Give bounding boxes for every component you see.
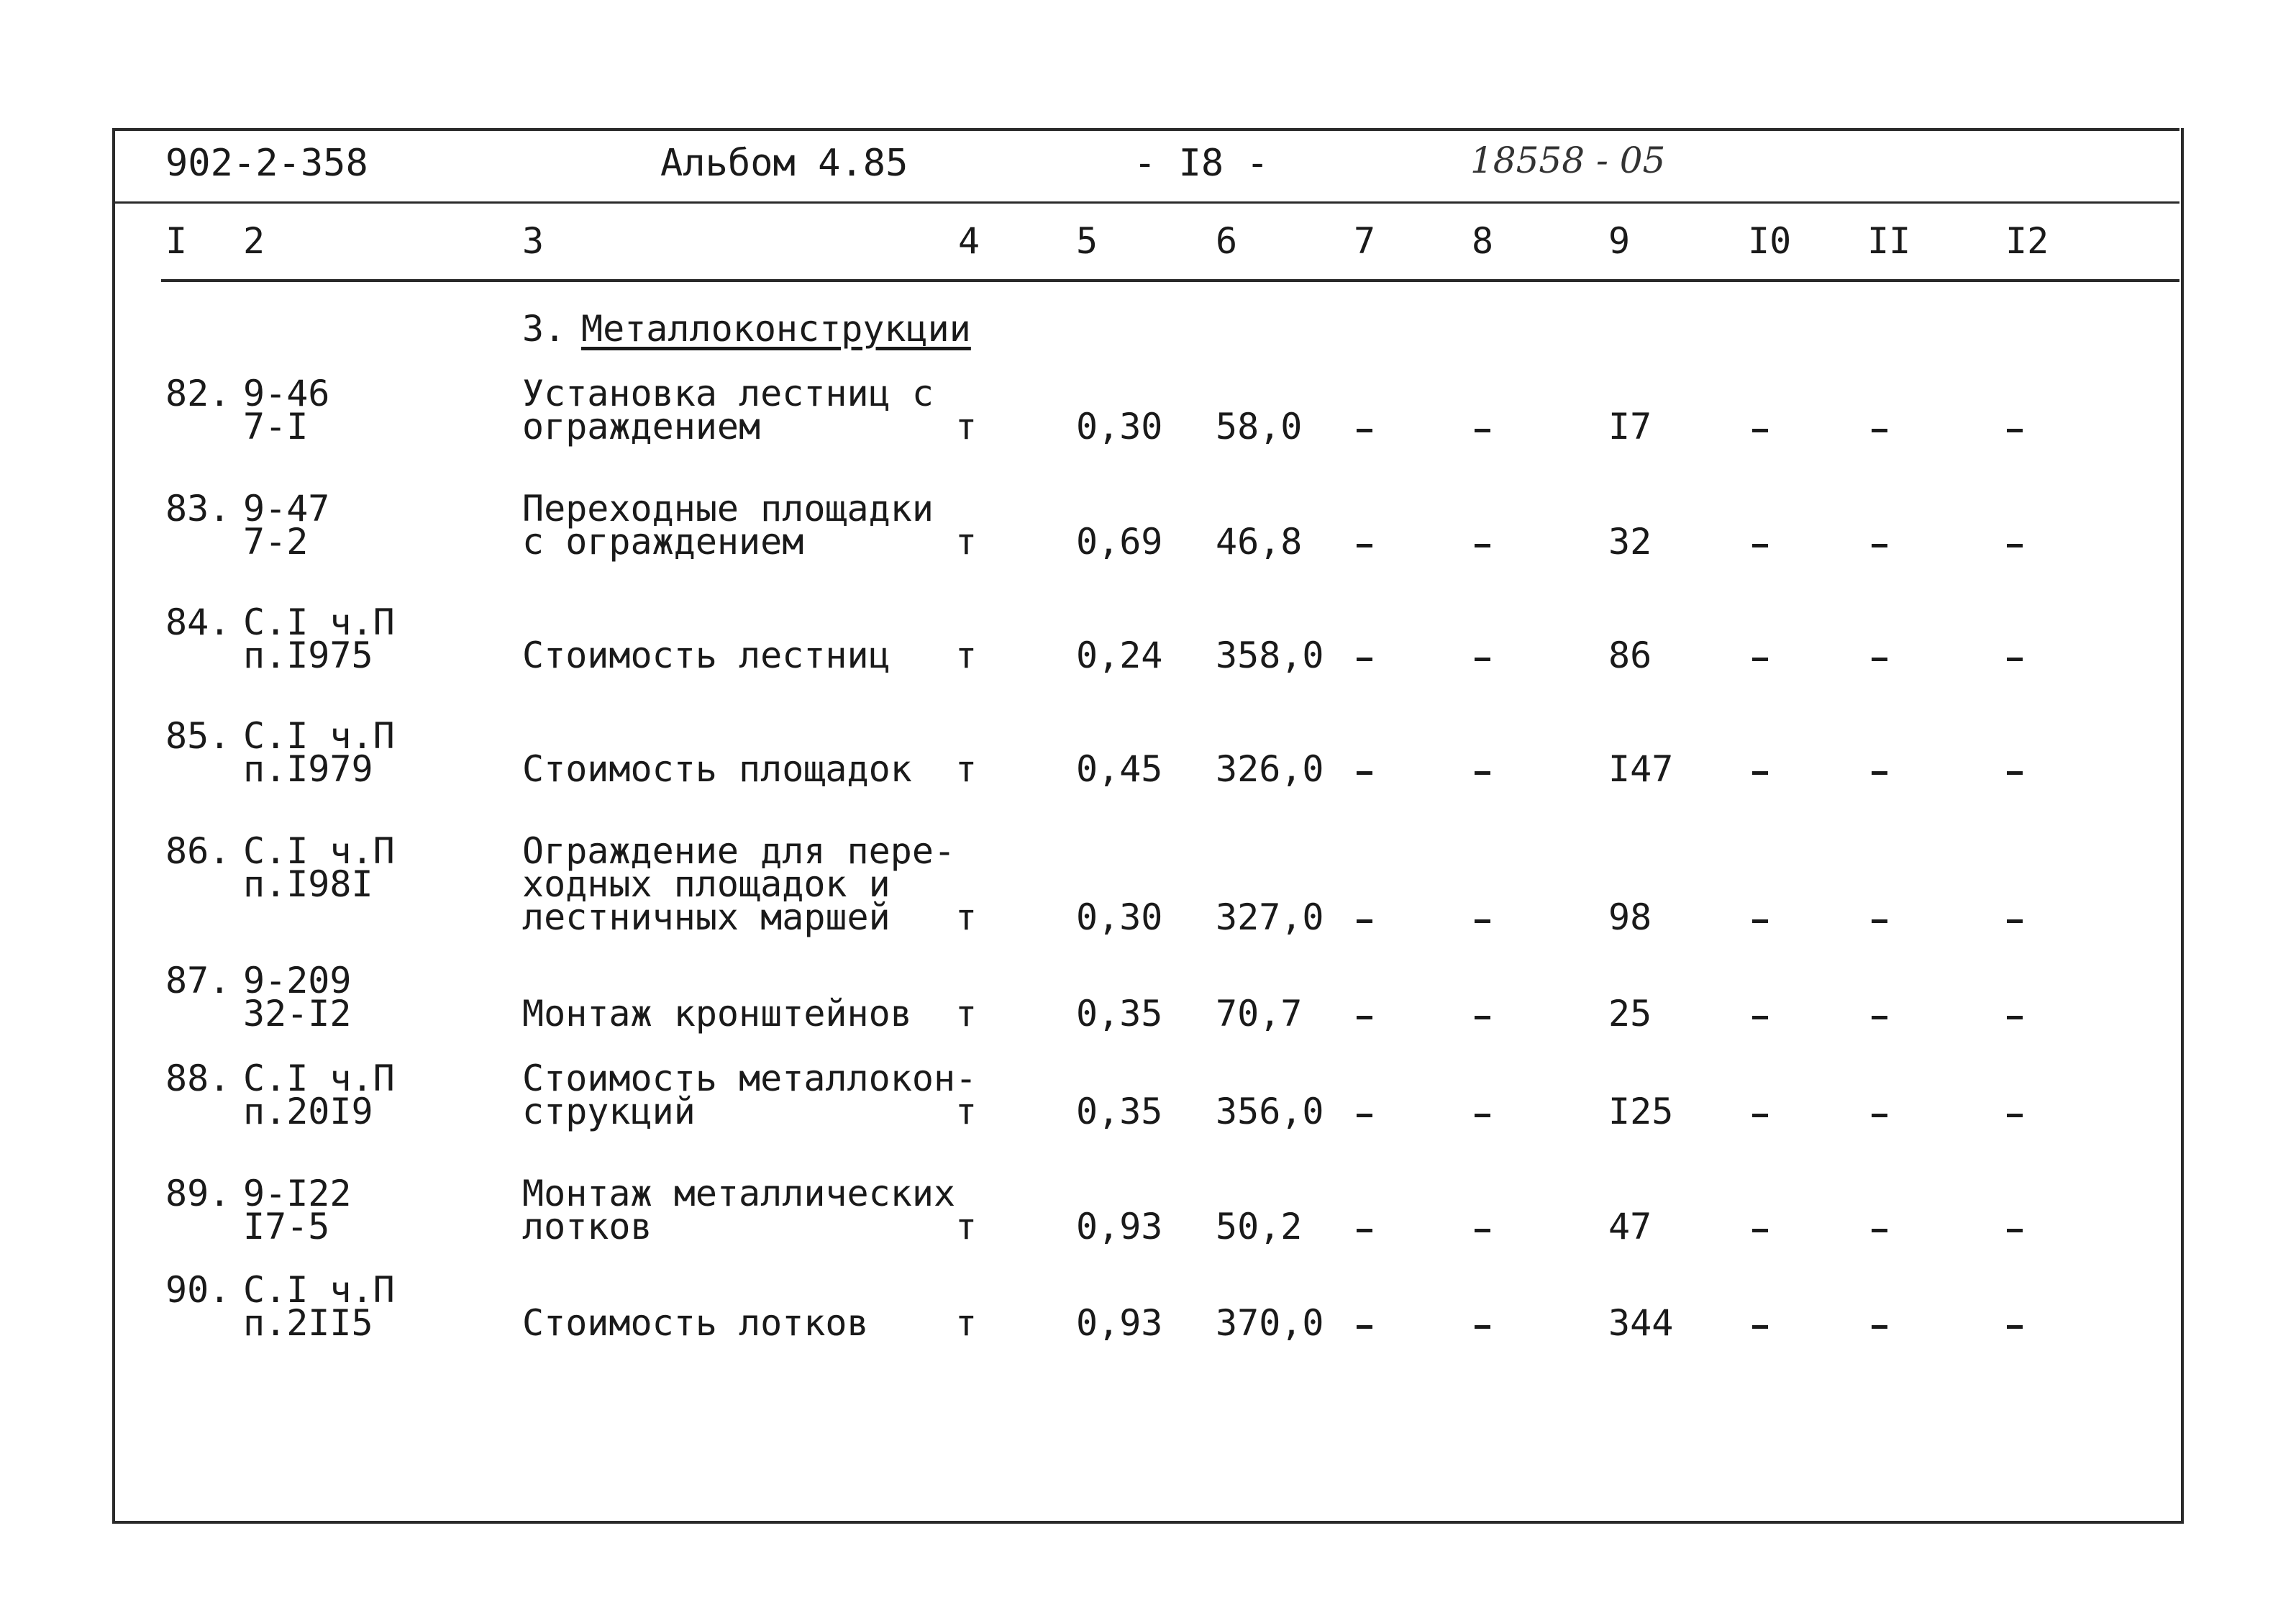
row-description-line: Стоимость лотков (522, 1302, 869, 1344)
empty-cell-dash (1475, 919, 1490, 923)
row-code-line: I7-5 (243, 1206, 330, 1247)
empty-cell-dash (1872, 919, 1887, 923)
empty-cell-dash (1357, 919, 1372, 923)
row-description-line: Стоимость металлокон- (522, 1058, 978, 1099)
empty-cell-dash (2007, 919, 2023, 923)
empty-cell-dash (1357, 771, 1372, 775)
empty-cell-dash (1872, 544, 1887, 547)
row-code-line: С.I ч.П (243, 830, 395, 872)
empty-cell-dash (2007, 658, 2023, 661)
row-code-line: п.I975 (243, 635, 373, 676)
empty-cell-dash (1357, 1016, 1372, 1019)
empty-cell-dash (1872, 1229, 1887, 1232)
row-code-line: 9-46 (243, 373, 330, 414)
column-number: 9 (1608, 220, 1631, 262)
empty-cell-dash (1475, 1325, 1490, 1329)
row-number: 86. (165, 830, 231, 872)
row-col9-value: 32 (1608, 521, 1652, 563)
row-code-line: С.I ч.П (243, 1269, 395, 1311)
empty-cell-dash (1872, 1325, 1887, 1329)
row-price: 326,0 (1216, 748, 1324, 790)
column-number: 3 (522, 220, 545, 262)
row-code (243, 1269, 395, 1344)
column-number: 7 (1354, 220, 1376, 262)
row-code-line: С.I ч.П (243, 1058, 395, 1099)
row-code-line: п.I979 (243, 748, 373, 790)
empty-cell-dash (1357, 1114, 1372, 1117)
row-description (522, 748, 912, 790)
empty-cell-dash (1475, 658, 1490, 661)
empty-cell-dash (1872, 1016, 1887, 1019)
row-unit: т (955, 1206, 978, 1247)
document-code: 902-2-358 (165, 142, 368, 185)
row-description-line: струкций (522, 1091, 696, 1132)
row-number: 89. (165, 1173, 231, 1214)
row-price: 58,0 (1216, 406, 1303, 447)
row-code (243, 830, 395, 905)
row-quantity: 0,69 (1076, 521, 1163, 563)
column-number: 6 (1216, 220, 1238, 262)
row-price: 46,8 (1216, 521, 1303, 563)
empty-cell-dash (1475, 1229, 1490, 1232)
row-unit: т (955, 521, 978, 563)
empty-cell-dash (1752, 429, 1768, 432)
empty-cell-dash (2007, 771, 2023, 775)
row-price: 50,2 (1216, 1206, 1303, 1247)
frame-bottom-border (112, 1521, 2184, 1524)
row-description-line: Ограждение для пере- (522, 830, 956, 872)
row-description-line: Стоимость площадок (522, 748, 912, 790)
row-col9-value: 344 (1608, 1302, 1674, 1344)
row-description-line: Стоимость лестниц (522, 635, 890, 676)
empty-cell-dash (1357, 658, 1372, 661)
row-description (522, 830, 956, 938)
row-price: 327,0 (1216, 896, 1324, 938)
row-unit: т (955, 1091, 978, 1132)
empty-cell-dash (1752, 1016, 1768, 1019)
row-description-line: лестничных маршей (522, 896, 890, 938)
row-description (522, 488, 934, 563)
row-col9-value: 98 (1608, 896, 1652, 938)
empty-cell-dash (1752, 771, 1768, 775)
row-description-line: Монтаж кронштейнов (522, 993, 912, 1035)
row-number: 84. (165, 601, 231, 643)
row-unit: т (955, 748, 978, 790)
row-code (243, 488, 330, 563)
empty-cell-dash (1752, 544, 1768, 547)
row-unit: т (955, 993, 978, 1035)
row-description-line: лотков (522, 1206, 652, 1247)
row-code-line: 9-I22 (243, 1173, 352, 1214)
frame-left-border (112, 128, 115, 1524)
row-number: 87. (165, 960, 231, 1001)
row-description (522, 1173, 956, 1247)
row-code-line: п.2II5 (243, 1302, 373, 1344)
row-description-line: Переходные площадки (522, 488, 934, 529)
empty-cell-dash (2007, 1016, 2023, 1019)
row-col9-value: 25 (1608, 993, 1652, 1035)
row-code (243, 1058, 395, 1132)
empty-cell-dash (2007, 544, 2023, 547)
empty-cell-dash (1357, 1325, 1372, 1329)
empty-cell-dash (1872, 658, 1887, 661)
empty-cell-dash (1475, 429, 1490, 432)
row-quantity: 0,30 (1076, 896, 1163, 938)
empty-cell-dash (2007, 1325, 2023, 1329)
album-label: Альбом 4.85 (660, 142, 908, 185)
row-col9-value: I7 (1608, 406, 1652, 447)
empty-cell-dash (1752, 658, 1768, 661)
empty-cell-dash (1357, 544, 1372, 547)
empty-cell-dash (1752, 919, 1768, 923)
empty-cell-dash (1752, 1325, 1768, 1329)
row-code-line: 32-I2 (243, 993, 352, 1035)
row-number: 90. (165, 1269, 231, 1311)
row-number: 88. (165, 1058, 231, 1099)
column-number: I0 (1748, 220, 1792, 262)
row-description (522, 1058, 978, 1132)
row-col9-value: I25 (1608, 1091, 1674, 1132)
row-code-line: 9-209 (243, 960, 352, 1001)
column-number: 8 (1472, 220, 1494, 262)
column-number: I2 (2005, 220, 2049, 262)
row-code-line: 9-47 (243, 488, 330, 529)
empty-cell-dash (1475, 771, 1490, 775)
row-col9-value: I47 (1608, 748, 1674, 790)
row-unit: т (955, 1302, 978, 1344)
row-quantity: 0,45 (1076, 748, 1163, 790)
row-unit: т (955, 896, 978, 938)
empty-cell-dash (2007, 1229, 2023, 1232)
column-number: I (165, 220, 188, 262)
empty-cell-dash (1475, 1016, 1490, 1019)
column-number: 5 (1076, 220, 1098, 262)
empty-cell-dash (1752, 1229, 1768, 1232)
row-description (522, 993, 912, 1035)
row-price: 356,0 (1216, 1091, 1324, 1132)
header-divider (115, 201, 2179, 204)
empty-cell-dash (1357, 1229, 1372, 1232)
row-code-line: 7-I (243, 406, 309, 447)
row-code-line: 7-2 (243, 521, 309, 563)
row-description-line: с ограждением (522, 521, 804, 563)
empty-cell-dash (1872, 429, 1887, 432)
row-code (243, 960, 352, 1035)
row-description-line: ходных площадок и (522, 863, 890, 905)
row-description-line: Монтаж металлических (522, 1173, 956, 1214)
row-code (243, 601, 395, 676)
empty-cell-dash (2007, 1114, 2023, 1117)
column-number: II (1867, 220, 1911, 262)
row-price: 70,7 (1216, 993, 1303, 1035)
row-description (522, 373, 934, 447)
row-price: 370,0 (1216, 1302, 1324, 1344)
empty-cell-dash (1357, 429, 1372, 432)
row-col9-value: 86 (1608, 635, 1652, 676)
row-code (243, 715, 395, 790)
row-col9-value: 47 (1608, 1206, 1652, 1247)
page-number: - I8 - (1134, 142, 1269, 185)
row-code-line: п.20I9 (243, 1091, 373, 1132)
row-code-line: С.I ч.П (243, 601, 395, 643)
row-quantity: 0,93 (1076, 1302, 1163, 1344)
empty-cell-dash (1872, 771, 1887, 775)
row-description-line: Установка лестниц с (522, 373, 934, 414)
row-unit: т (955, 406, 978, 447)
row-number: 82. (165, 373, 231, 414)
column-number: 2 (243, 220, 265, 262)
row-quantity: 0,35 (1076, 1091, 1163, 1132)
row-quantity: 0,30 (1076, 406, 1163, 447)
frame-top-border (115, 128, 2179, 131)
row-description-line: ограждением (522, 406, 761, 447)
empty-cell-dash (1752, 1114, 1768, 1117)
row-quantity: 0,24 (1076, 635, 1163, 676)
empty-cell-dash (1475, 544, 1490, 547)
frame-right-border (2181, 128, 2184, 1524)
row-description (522, 1302, 869, 1344)
row-unit: т (955, 635, 978, 676)
section-title: Металлоконструкции (581, 308, 971, 350)
row-code (243, 1173, 352, 1247)
empty-cell-dash (1475, 1114, 1490, 1117)
row-number: 83. (165, 488, 231, 529)
section-number: 3. (522, 308, 566, 350)
row-description (522, 635, 890, 676)
row-number: 85. (165, 715, 231, 757)
handwritten-number: 18558 - 05 (1470, 140, 1666, 181)
row-quantity: 0,93 (1076, 1206, 1163, 1247)
row-quantity: 0,35 (1076, 993, 1163, 1035)
empty-cell-dash (1872, 1114, 1887, 1117)
row-code-line: С.I ч.П (243, 715, 395, 757)
empty-cell-dash (2007, 429, 2023, 432)
row-price: 358,0 (1216, 635, 1324, 676)
column-number: 4 (958, 220, 980, 262)
column-header-divider (161, 279, 2179, 282)
row-code-line: п.I98I (243, 863, 373, 905)
row-code (243, 373, 330, 447)
